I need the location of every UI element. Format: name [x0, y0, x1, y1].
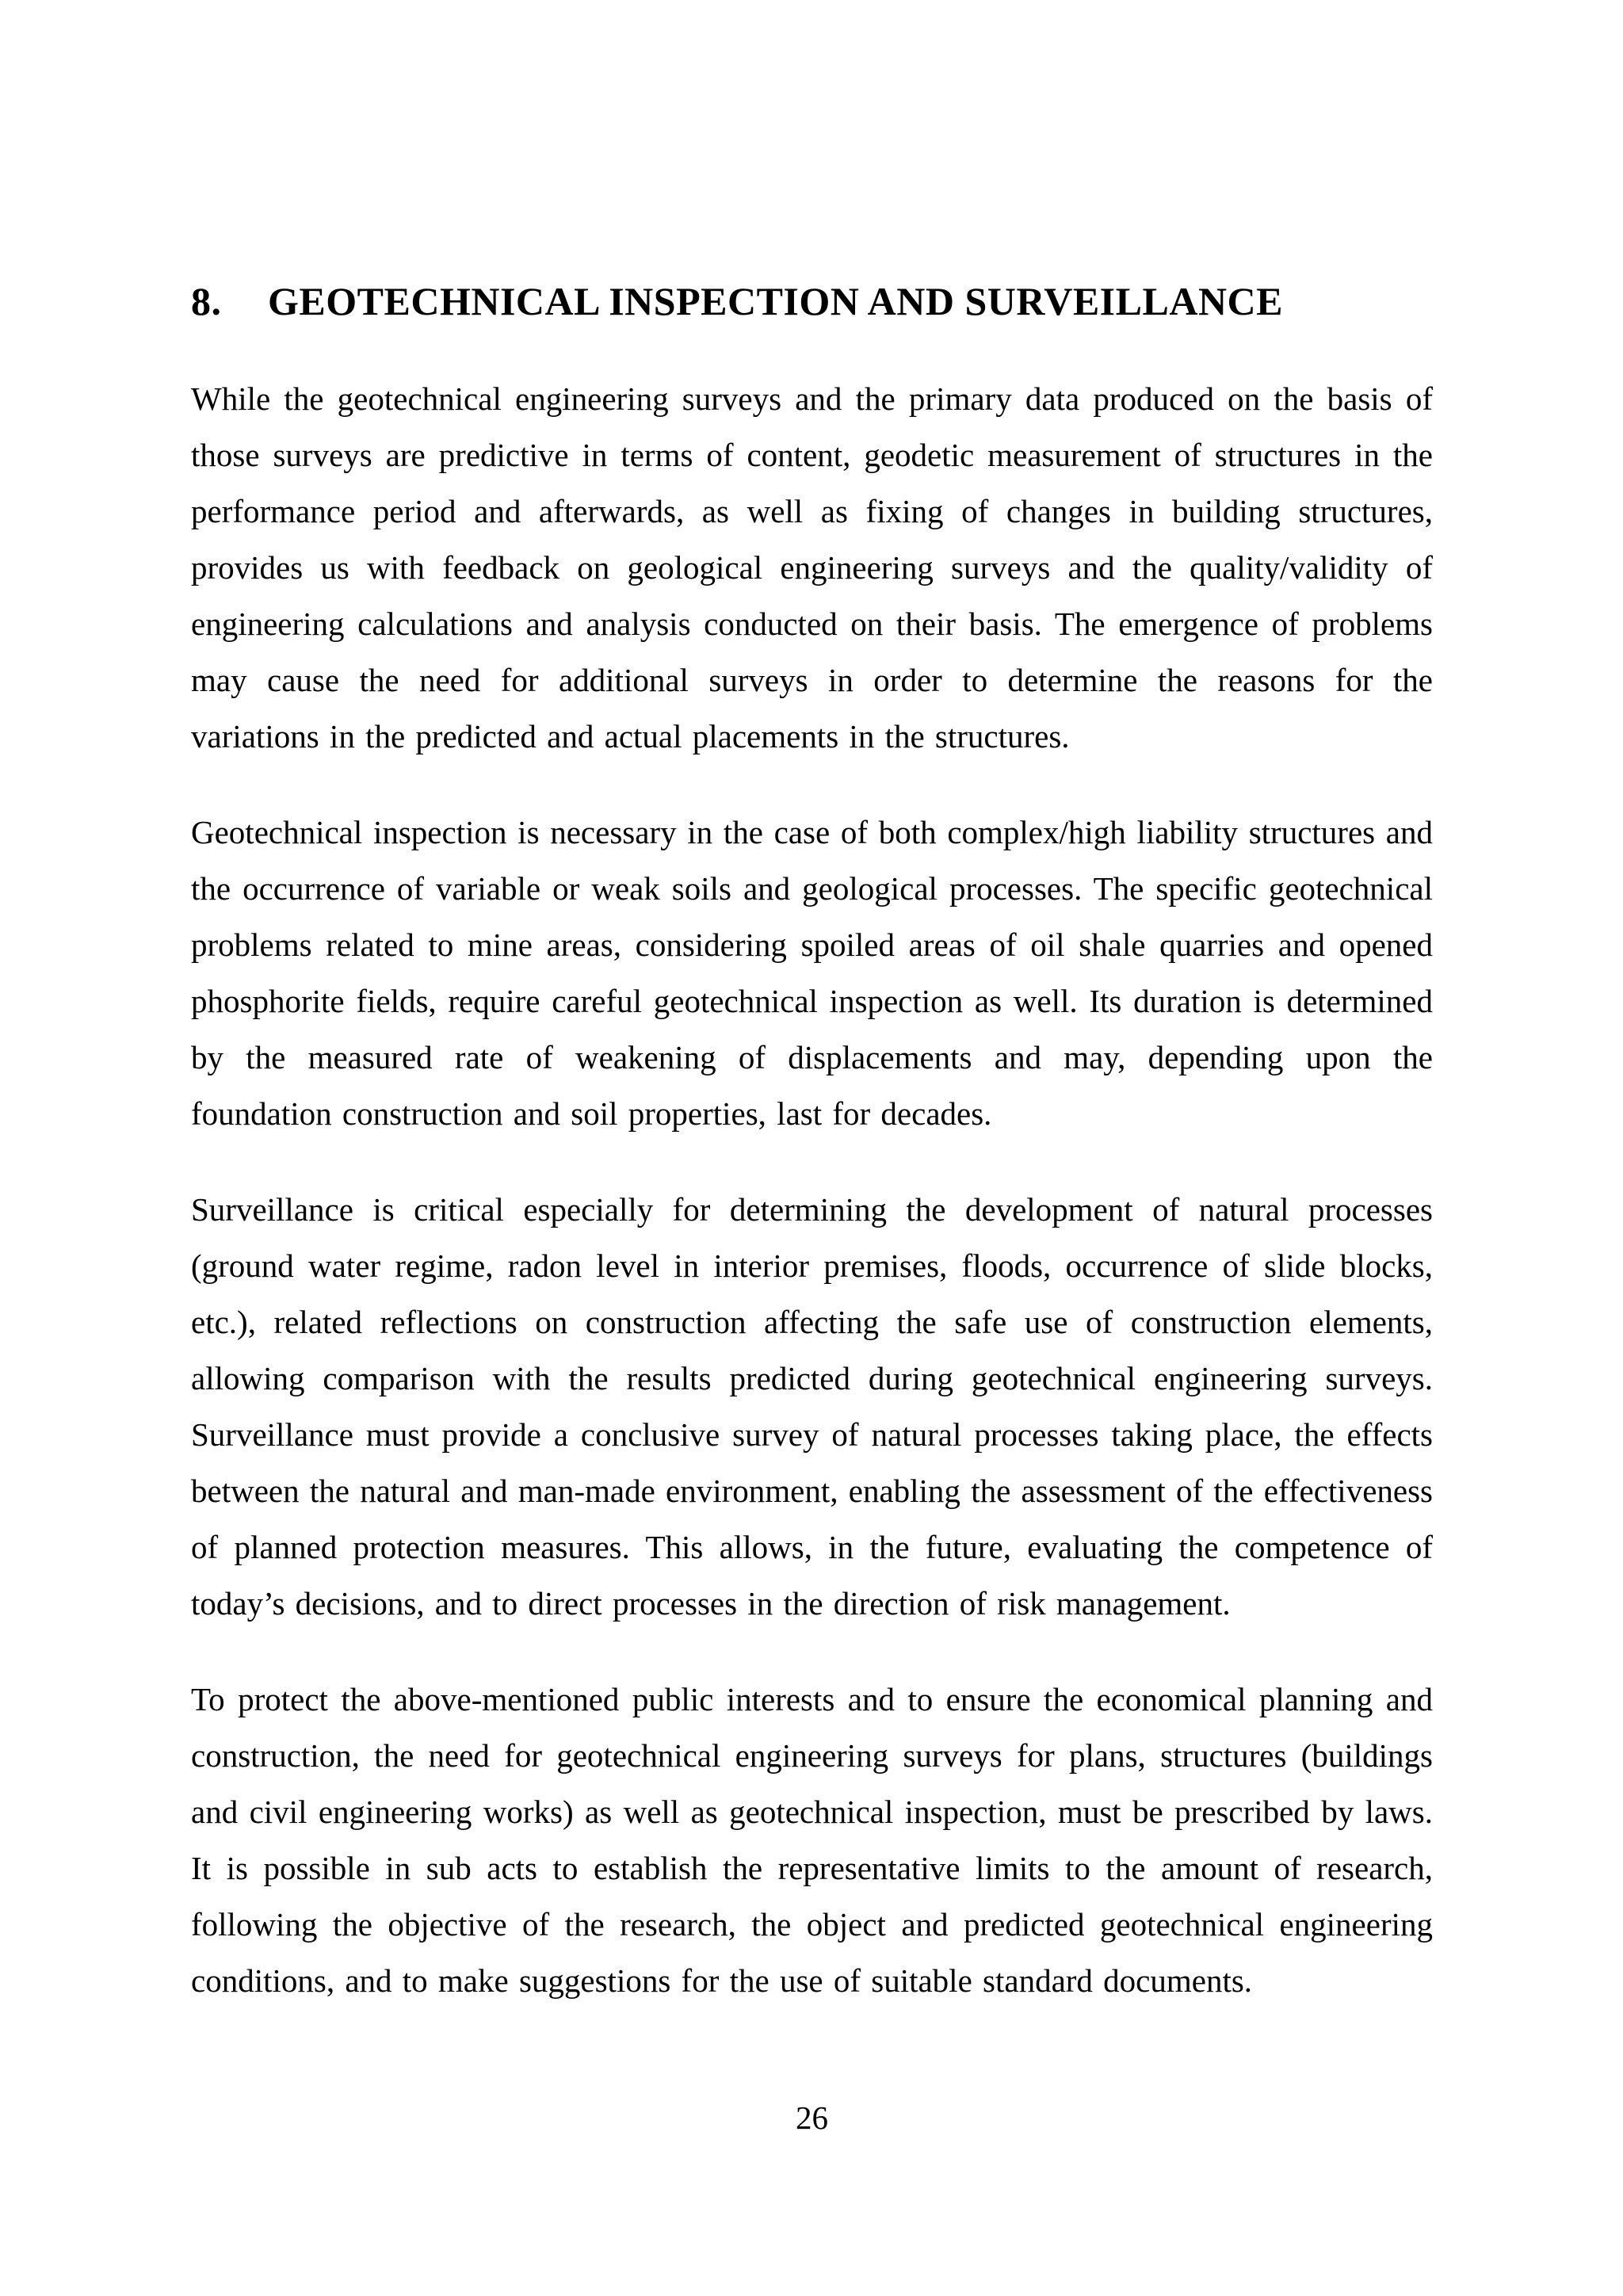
body-text [191, 371, 1433, 2009]
body-paragraph: Geotechnical inspection is necessary in the case of both complex/high liability structures and the occurrence of variable or weak soils and geological processes. The specific geotechnical problems related to mine areas, considering spoiled areas of oil shale quarries and opened phosphorite fields, require careful geotechnical inspection as well. Its duration is determined by the measured rate of weakening of displacements and may, depending upon the foundation construction and soil properties, last for decades. [191, 813, 1433, 1132]
body-paragraph: To protect the above-mentioned public interests and to ensure the economical planning and construction, the need for geotechnical engineering surveys for plans, structures (buildings and civil engineering works) as well as geotechnical inspection, must be prescribed by laws. It is possible in sub acts to establish the representative limits to the amount of research, following the objective of the research, the object and predicted geotechnical engineering conditions, and to make suggestions for the use of suitable standard documents. [191, 1680, 1433, 1999]
section-number: 8. [191, 279, 222, 323]
page-number: 26 [796, 2099, 828, 2136]
section-heading [191, 279, 1433, 325]
page-content [191, 279, 1433, 2049]
body-paragraph: While the geotechnical engineering surveys and the primary data produced on the basis of those surveys are predictive in terms of content, geodetic measurement of structures in the performance period and afterwards, as well as fixing of changes in building structures, provides us with feedback on geological engineering surveys and the quality/validity of engineering calculations and analysis conducted on their basis. The emergence of problems may cause the need for additional surveys in order to determine the reasons for the variations in the predicted and actual placements in the structures. [191, 380, 1433, 755]
section-title: GEOTECHNICAL INSPECTION AND SURVEILLANCE [268, 279, 1284, 323]
body-paragraph: Surveillance is critical especially for determining the development of natural processes (ground water regime, radon level in interior premises, floods, occurrence of slide blocks, etc.), related reflections on construction affecting the safe use of construction elements, allowing comparison with the results predicted during geotechnical engineering surveys. Surveillance must provide a conclusive survey of natural processes taking place, the effects between the natural and man-made environment, enabling the assessment of the effectiveness of planned protection measures. This allows, in the future, evaluating the competence of today’s decisions, and to direct processes in the direction of risk management. [191, 1190, 1433, 1622]
